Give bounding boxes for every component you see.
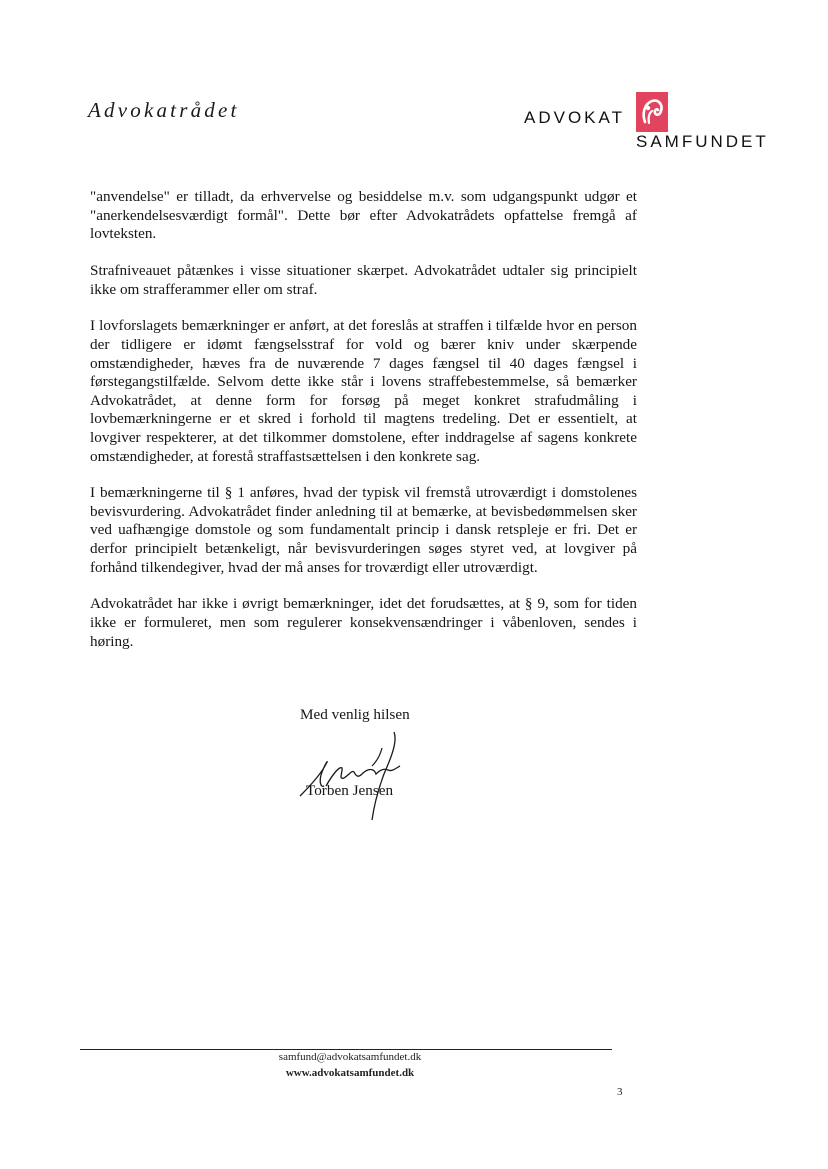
letter-body xyxy=(90,188,637,669)
paragraph-anvendelse: "anvendelse" er tilladt, da erhvervelse og besiddelse m.v. som udgangspunkt udgør et "anerkendelsesværdigt formål". Dette bør efter Advokatrådets opfattelse fremgå af lovteksten. xyxy=(90,188,637,243)
footer-website: www.advokatsamfundet.dk xyxy=(285,1067,415,1079)
letterhead-title: Advokatrådet xyxy=(88,98,240,122)
paragraph-strafniveau: Strafniveauet påtænkes i visse situationer skærpet. Advokatrådet udtaler sig principielt ikke om strafferammer eller om straf. xyxy=(90,261,637,298)
paragraph-lovforslag: I lovforslagets bemærkninger er anført, at det foreslås at straffen i tilfælde hvor en person der tidligere er idømt fængselsstraf for vold og bærer kniv under skærpende omstændigheder, hæves fra de nuværende 7 dages fængsel til 40 dages fængsel i førstegangstilfælde. Selvom dette ikke står i lovens straffebestemmelse, så bemærker Advokatrådet, at denne form for forsøg på meget konkret strafudmåling i lovbemærkningerne er et skred i forhold til magtens tredeling. Det er essentielt, at lovgiver respekterer, at det tilkommer domstolene, efter inddragelse af sagens konkrete omstændigheder, at forestå straffastsættelsen i den konkrete sag. xyxy=(90,317,637,465)
logo-word-samfundet: SAMFUNDET xyxy=(636,132,769,151)
footer-email: samfund@advokatsamfundet.dk xyxy=(278,1051,422,1063)
handwritten-signature xyxy=(296,728,426,824)
paragraph-hoering: Advokatrådet har ikke i øvrigt bemærkninger, idet det forudsættes, at § 9, som for tiden ikke er formuleret, men som regulerer konsekvensændringer i våbenloven, sendes i høring. xyxy=(90,595,637,650)
page-number: 3 xyxy=(617,1086,623,1098)
signer-name: Torben Jensen xyxy=(306,782,394,799)
footer-divider xyxy=(80,1049,612,1050)
paragraph-bevisvurdering: I bemærkningerne til § 1 anføres, hvad der typisk vil fremstå utroværdigt i domstolenes bevisvurdering. Advokatrådet finder anledning til at bemærke, at bevisbedømmelsen sker ved uafhængige domstole og som fundamentalt princip i dansk retspleje er fri. Det er derfor principielt betænkeligt, når bevisvurderingen søges styret ved, at lovgiver på forhånd tilkendegiver, hvad der må anses for troværdigt eller utroværdigt. xyxy=(90,484,637,576)
logo-emblem-icon xyxy=(636,92,668,132)
closing-greeting: Med venlig hilsen xyxy=(300,706,410,723)
logo-word-advokat: ADVOKAT xyxy=(524,108,625,127)
advokatsamfundet-logo xyxy=(524,92,786,152)
